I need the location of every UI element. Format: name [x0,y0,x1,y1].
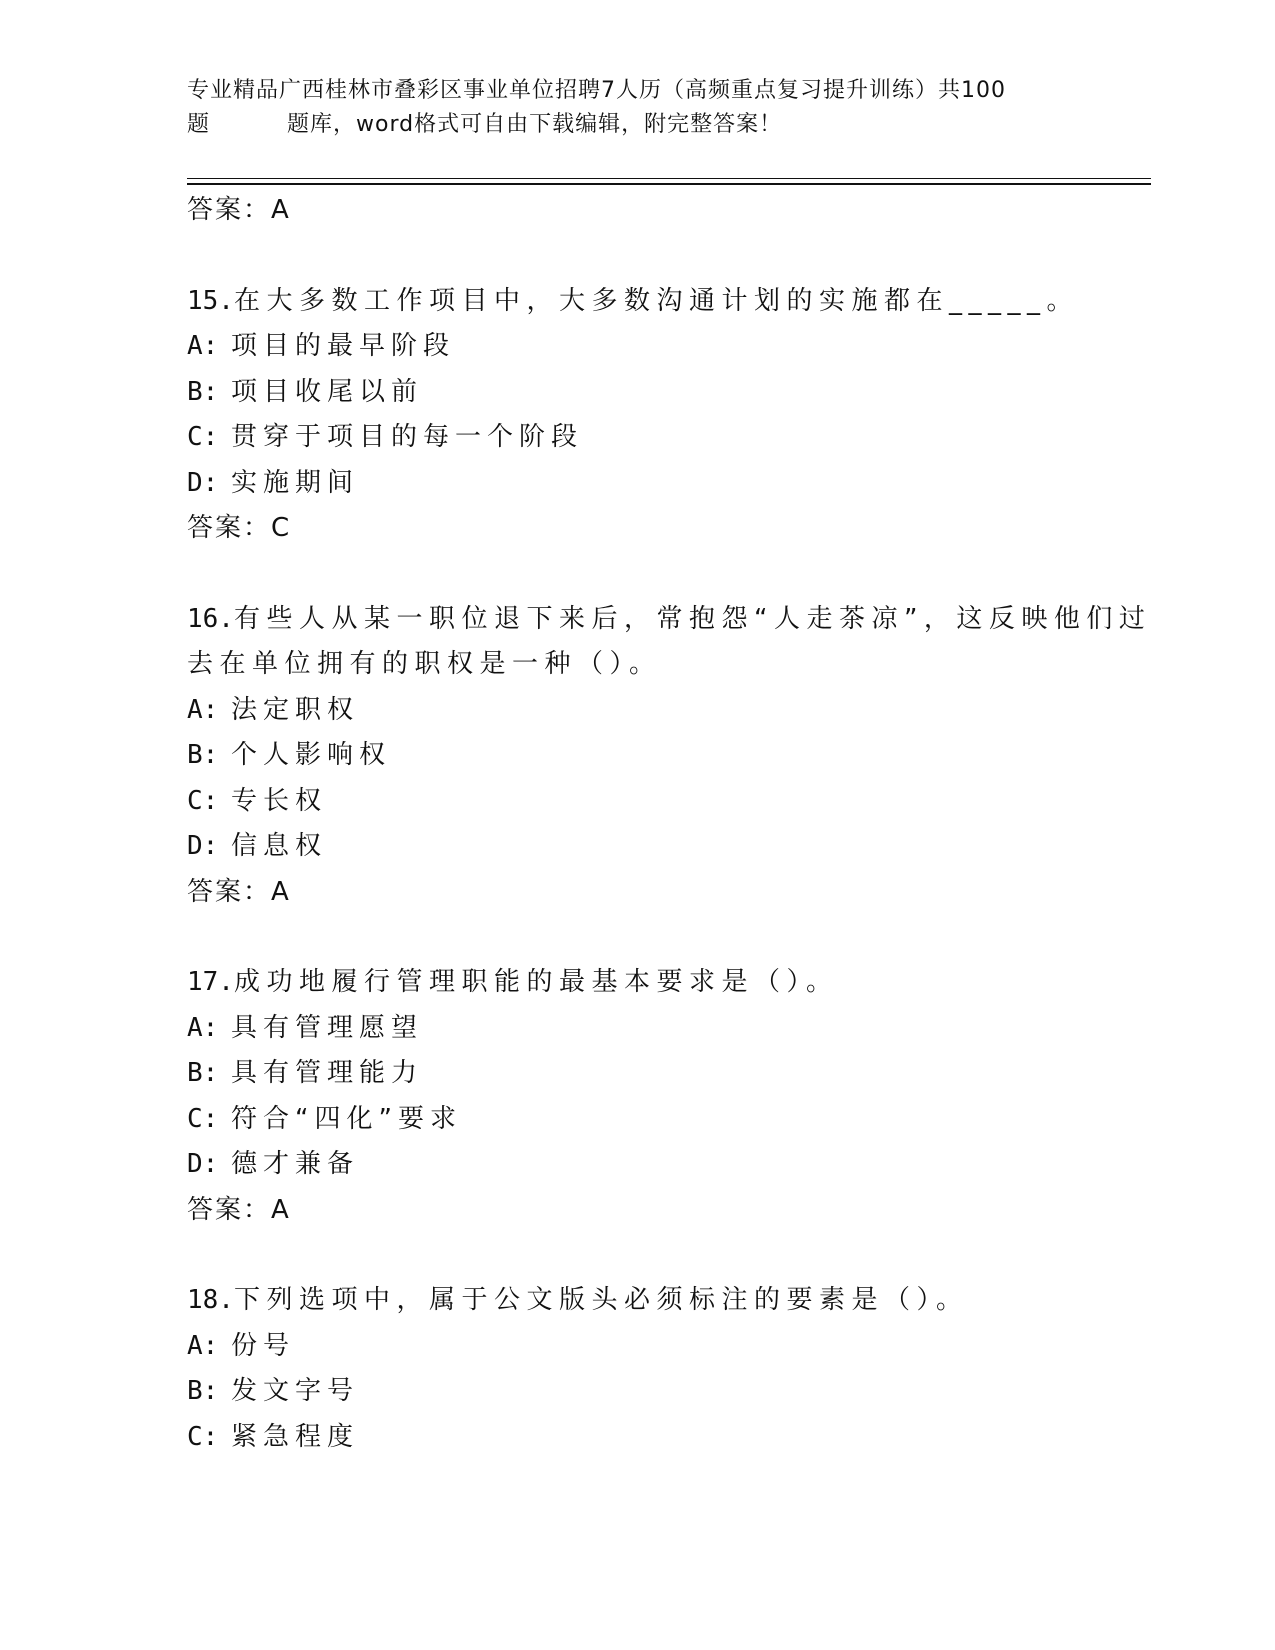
question-stem [187,597,1151,643]
question-stem [187,960,1151,1006]
option-letter: D: [187,467,219,498]
option-text: 具有管理愿望 [231,1012,424,1043]
question-stem-text: 在大多数工作项目中，大多数沟通计划的实施都在_____。 [233,285,1079,316]
question-spacer [187,552,1151,597]
option-letter: B: [187,740,219,770]
option-text: 具有管理能力 [231,1058,424,1088]
option-letter: C: [187,785,219,816]
header-title-line1: 专业精品广西桂林市叠彩区事业单位招聘7人历（高频重点复习提升训练）共100 [187,78,1006,103]
header-title-line2 [187,108,1087,142]
option-letter: C: [187,1103,219,1134]
option-letter: A: [187,694,219,725]
question-answer: 答案：A [187,876,291,907]
option-letter: C: [187,1421,219,1452]
answer-option [187,1369,1151,1415]
question-spacer [187,1233,1151,1278]
option-letter: B: [187,1376,219,1406]
answer-option [187,779,1151,825]
question-list [187,188,1151,1460]
answer-option [187,1415,1151,1461]
option-letter: C: [187,422,219,452]
answer-option [187,1097,1151,1143]
question-answer: 答案：A [187,1194,291,1225]
question-stem-continued [187,642,1151,688]
option-letter: B: [187,1058,219,1088]
option-letter: D: [187,831,219,861]
option-text: 项目的最早阶段 [231,331,456,361]
option-text: 紧急程度 [231,1421,360,1452]
answer-option [187,415,1151,461]
option-text: 信息权 [231,831,328,861]
answer-option [187,1324,1151,1370]
option-letter: A: [187,1012,219,1043]
header-title-line2-start: 题 [187,112,211,137]
answer-option [187,1051,1151,1097]
option-text: 符合“四化”要求 [231,1103,462,1134]
answer-option [187,1142,1151,1188]
question-number: 18. [187,1285,234,1315]
option-letter: A: [187,1330,219,1361]
answer-option [187,324,1151,370]
option-text: 份号 [231,1330,296,1361]
option-text: 发文字号 [231,1376,360,1406]
question-answer: 答案：C [187,513,292,543]
option-text: 德才兼备 [231,1149,360,1179]
question-number: 15. [187,285,234,316]
option-letter: D: [187,1149,219,1179]
option-letter: B: [187,376,219,407]
header-title-line2-rest: 题库，word格式可自由下载编辑，附完整答案！ [287,112,783,137]
question-spacer [187,234,1151,279]
option-letter: A: [187,331,219,361]
answer-option [187,733,1151,779]
question-stem [187,279,1151,325]
header-divider-thin [187,178,1151,179]
question-stem [187,1278,1151,1324]
question-stem-text: 下列选项中，属于公文版头必须标注的要素是（）。 [233,1285,969,1315]
answer-option [187,824,1151,870]
question-stem-text: 成功地履行管理职能的最基本要求是（）。 [233,967,839,997]
question-stem-text: 去在单位拥有的职权是一种（）。 [187,649,662,679]
answer-option [187,461,1151,507]
option-text: 个人影响权 [231,740,392,770]
question-number: 16. [187,603,234,634]
option-text: 专长权 [231,785,328,816]
option-text: 贯穿于项目的每一个阶段 [231,422,584,452]
option-text: 项目收尾以前 [231,376,424,407]
answer-option [187,370,1151,416]
option-text: 实施期间 [231,467,360,498]
question-number: 17. [187,967,234,997]
question-stem-text: 有些人从某一职位退下来后，常抱怨“人走茶凉”，这反映他们过 [233,603,1152,634]
answer-option [187,1006,1151,1052]
header-divider-thick [187,183,1151,185]
option-text: 法定职权 [231,694,360,725]
question-spacer [187,915,1151,960]
answer-option [187,688,1151,734]
page-header [187,74,1087,142]
previous-answer: 答案：A [187,195,291,225]
